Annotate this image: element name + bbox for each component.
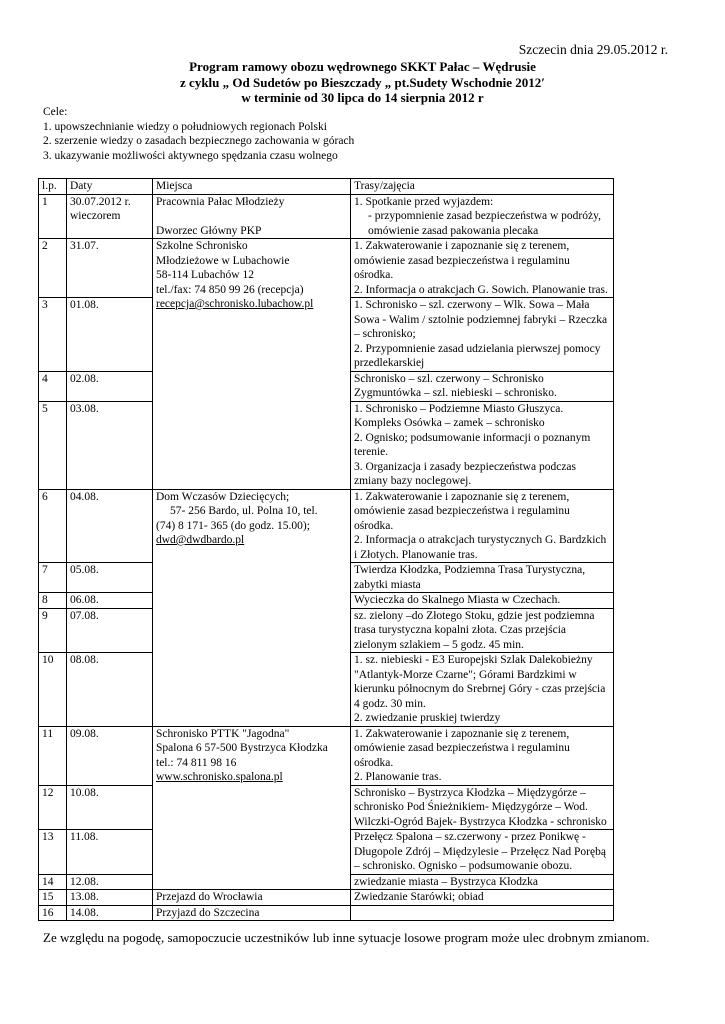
- header-place: Miejsca: [153, 179, 351, 195]
- cell-lp: 3: [39, 298, 67, 372]
- cell-lp: 14: [39, 874, 67, 890]
- program-table: [38, 178, 614, 921]
- place-line: Schronisko PTTK "Jagodna": [156, 727, 290, 740]
- cell-date: 04.08.: [67, 489, 153, 563]
- cell-activity: [351, 298, 614, 372]
- cell-activity: Twierdza Kłodzka, Podziemna Trasa Turystyczna, zabytki miasta: [351, 563, 614, 593]
- place-line: tel./fax: 74 850 99 26 (recepcja): [156, 283, 304, 296]
- website-link[interactable]: www.schronisko.spalona.pl: [156, 771, 283, 783]
- activity-line: 2. Informacja o atrakcjach turystycznych G. Bardzkich i Złotych. Planowanie tras.: [354, 534, 607, 561]
- table-row: [39, 239, 614, 298]
- cell-activity: [351, 194, 614, 239]
- cell-lp: 6: [39, 489, 67, 563]
- table-row: [39, 489, 614, 563]
- activity-line: 1. Schronisko – szl. czerwony – Wlk. Sowa – Mała Sowa - Walim / sztolnie podziemnej fabryki – Rzeczka – schronisko;: [354, 299, 608, 340]
- goal-item: 3. ukazywanie możliwości aktywnego spędzania czasu wolnego: [43, 149, 338, 162]
- cell-activity: Schronisko – Bystrzyca Kłodzka – Międzygórze – schronisko Pod Śnieżnikiem- Międzygórze – Wod. Wilczki-Ogród Bajek- Bystrzyca Kłodzka - schronisko: [351, 785, 614, 830]
- table-row: [39, 905, 614, 921]
- cell-activity: Zwiedzanie Starówki; obiad: [351, 890, 614, 906]
- cell-date: 06.08.: [67, 593, 153, 609]
- cell-date: 14.08.: [67, 905, 153, 921]
- place-line: (74) 8 171- 365 (do godz. 15.00);: [156, 519, 310, 532]
- table-header-row: [39, 179, 614, 195]
- cell-lp: 13: [39, 830, 67, 875]
- email-link[interactable]: dwd@dwdbardo.pl: [156, 534, 245, 546]
- table-row: [39, 890, 614, 906]
- cell-lp: 5: [39, 401, 67, 489]
- cell-place: Przejazd do Wrocławia: [153, 890, 351, 906]
- cell-lp: 9: [39, 608, 67, 653]
- goals-heading: Cele:: [43, 106, 68, 118]
- table-row: [39, 726, 614, 785]
- cell-place: [153, 239, 351, 490]
- place-line: 57- 256 Bardo, ul. Polna 10, tel.: [170, 505, 318, 517]
- cell-date: 30.07.2012 r. wieczorem: [67, 194, 153, 239]
- cell-activity: [351, 726, 614, 785]
- activity-line: - przypomnienie zasad bezpieczeństwa w podróży, omówienie zasad pakowania plecaka: [368, 210, 601, 237]
- activity-line: 2. Ognisko; podsumowanie informacji o poznanym terenie.: [354, 431, 591, 458]
- cell-date: 12.08.: [67, 874, 153, 890]
- cell-activity: Wycieczka do Skalnego Miasta w Czechach.: [351, 593, 614, 609]
- cell-date: 10.08.: [67, 785, 153, 830]
- activity-line: 1. sz. niebieski - E3 Europejski Szlak Dalekobieżny "Atlantyk-Morze Czarne"; Górami Bardzkimi w kierunku północnym do Srebrnej Góry - czas przejścia 4 godz. 30 min.: [354, 654, 606, 710]
- goal-item: 1. upowszechnianie wiedzy o południowych regionach Polski: [43, 120, 327, 133]
- table-row: [39, 194, 614, 239]
- cell-lp: 16: [39, 905, 67, 921]
- activity-line: 1. Zakwaterowanie i zapoznanie się z terenem, omówienie zasad bezpieczeństwa i regulaminu ośrodka.: [354, 490, 570, 532]
- cell-activity: [351, 905, 614, 921]
- cell-place: [153, 489, 351, 726]
- header-date: Daty: [67, 179, 153, 195]
- cell-lp: 2: [39, 239, 67, 298]
- cell-date: 08.08.: [67, 653, 153, 727]
- activity-line: 1. Schronisko – Podziemne Miasto Głuszyca. Kompleks Osówka – zamek – schronisko: [354, 402, 564, 429]
- place-line: Spalona 6 57-500 Bystrzyca Kłodzka: [156, 742, 328, 754]
- cell-lp: 15: [39, 890, 67, 906]
- place-line: tel.: 74 811 98 16: [156, 756, 237, 769]
- cell-activity: Przełęcz Spalona – sz.czerwony - przez Ponikwę - Długopole Zdrój – Międzylesie – Przełęcz Nad Porębą – schronisko. Ognisko – podsumowanie obozu.: [351, 830, 614, 875]
- cell-lp: 10: [39, 653, 67, 727]
- cell-lp: 11: [39, 726, 67, 785]
- cell-place: [153, 726, 351, 890]
- title-line-2: z cyklu „ Od Sudetów po Bieszczady „ pt.Sudety Wschodnie 2012′: [180, 74, 545, 90]
- title-line-1: Program ramowy obozu wędrownego SKKT Pałac – Wędrusie: [189, 59, 536, 74]
- activity-line: 2. Informacja o atrakcjach G. Sowich. Planowanie tras.: [354, 283, 608, 296]
- cell-lp: 4: [39, 371, 67, 401]
- cell-date: 13.08.: [67, 890, 153, 906]
- cell-place: [153, 194, 351, 239]
- cell-date: 05.08.: [67, 563, 153, 593]
- activity-line: 1. Spotkanie przed wyjazdem:: [354, 195, 494, 208]
- cell-date: 09.08.: [67, 726, 153, 785]
- footer-note: Ze względu na pogodę, samopoczucie uczestników lub inne sytuacje losowe program może ulec drobnym zmianom.: [43, 930, 650, 945]
- activity-line: 1. Zakwaterowanie i zapoznanie się z terenem, omówienie zasad bezpieczeństwa i regulaminu ośrodka.: [354, 240, 570, 281]
- cell-activity: [351, 401, 614, 489]
- cell-lp: 12: [39, 785, 67, 830]
- cell-activity: zwiedzanie miasta – Bystrzyca Kłodzka: [351, 874, 614, 890]
- goal-item: 2. szerzenie wiedzy o zasadach bezpiecznego zachowania w górach: [43, 135, 355, 147]
- document-date: Szczecin dnia 29.05.2012 r.: [518, 42, 668, 57]
- goals-section: [43, 105, 354, 163]
- cell-activity: [351, 371, 614, 401]
- email-link[interactable]: recepcja@schronisko.lubachow.pl: [156, 298, 314, 310]
- cell-date: 01.08.: [67, 298, 153, 372]
- place-line: 58-114 Lubachów 12: [156, 269, 254, 281]
- cell-date: 07.08.: [67, 608, 153, 653]
- cell-activity: sz. zielony –do Złotego Stoku, gdzie jest podziemna trasa turystyczna kopalni złota. Czas przejścia zielonym szlakiem – 5 godz. 45 min.: [351, 608, 614, 653]
- document-title-block: [0, 59, 725, 106]
- cell-date: 02.08.: [67, 371, 153, 401]
- cell-date: 11.08.: [67, 830, 153, 875]
- activity-line: 2. Przypomnienie zasad udzielania pierwszej pomocy przedlekarskiej: [354, 342, 601, 369]
- cell-date: 31.07.: [67, 239, 153, 298]
- cell-date: 03.08.: [67, 401, 153, 489]
- header-lp: l.p.: [39, 179, 67, 195]
- activity-line: 1. Zakwaterowanie i zapoznanie się z terenem, omówienie zasad bezpieczeństwa i regulaminu ośrodka.: [354, 727, 570, 769]
- activity-line: 2. Planowanie tras.: [354, 771, 442, 783]
- title-line-3: w terminie od 30 lipca do 14 sierpnia 2012 r: [241, 90, 484, 105]
- cell-lp: 7: [39, 563, 67, 593]
- header-activity: Trasy/zajęcia: [351, 179, 614, 195]
- cell-lp: 1: [39, 194, 67, 239]
- place-line: Dom Wczasów Dziecięcych;: [156, 490, 290, 503]
- activity-line: Schronisko – szl. czerwony – Schronisko Zygmuntówka – szl. niebieski – schronisko.: [354, 372, 557, 399]
- activity-line: 3. Organizacja i zasady bezpieczeństwa podczas zmiany bazy noclegowej.: [354, 460, 577, 487]
- place-line: Pracownia Pałac Młodzieży: [156, 195, 285, 208]
- cell-activity: [351, 653, 614, 727]
- cell-activity: [351, 489, 614, 563]
- cell-place: Przyjazd do Szczecina: [153, 905, 351, 921]
- place-line: Młodzieżowe w Lubachowie: [156, 254, 290, 267]
- cell-activity: [351, 239, 614, 298]
- place-line: Szkolne Schronisko: [156, 240, 248, 252]
- activity-line: 2. zwiedzanie pruskiej twierdzy: [354, 712, 501, 724]
- cell-lp: 8: [39, 593, 67, 609]
- place-line: Dworzec Główny PKP: [156, 224, 262, 237]
